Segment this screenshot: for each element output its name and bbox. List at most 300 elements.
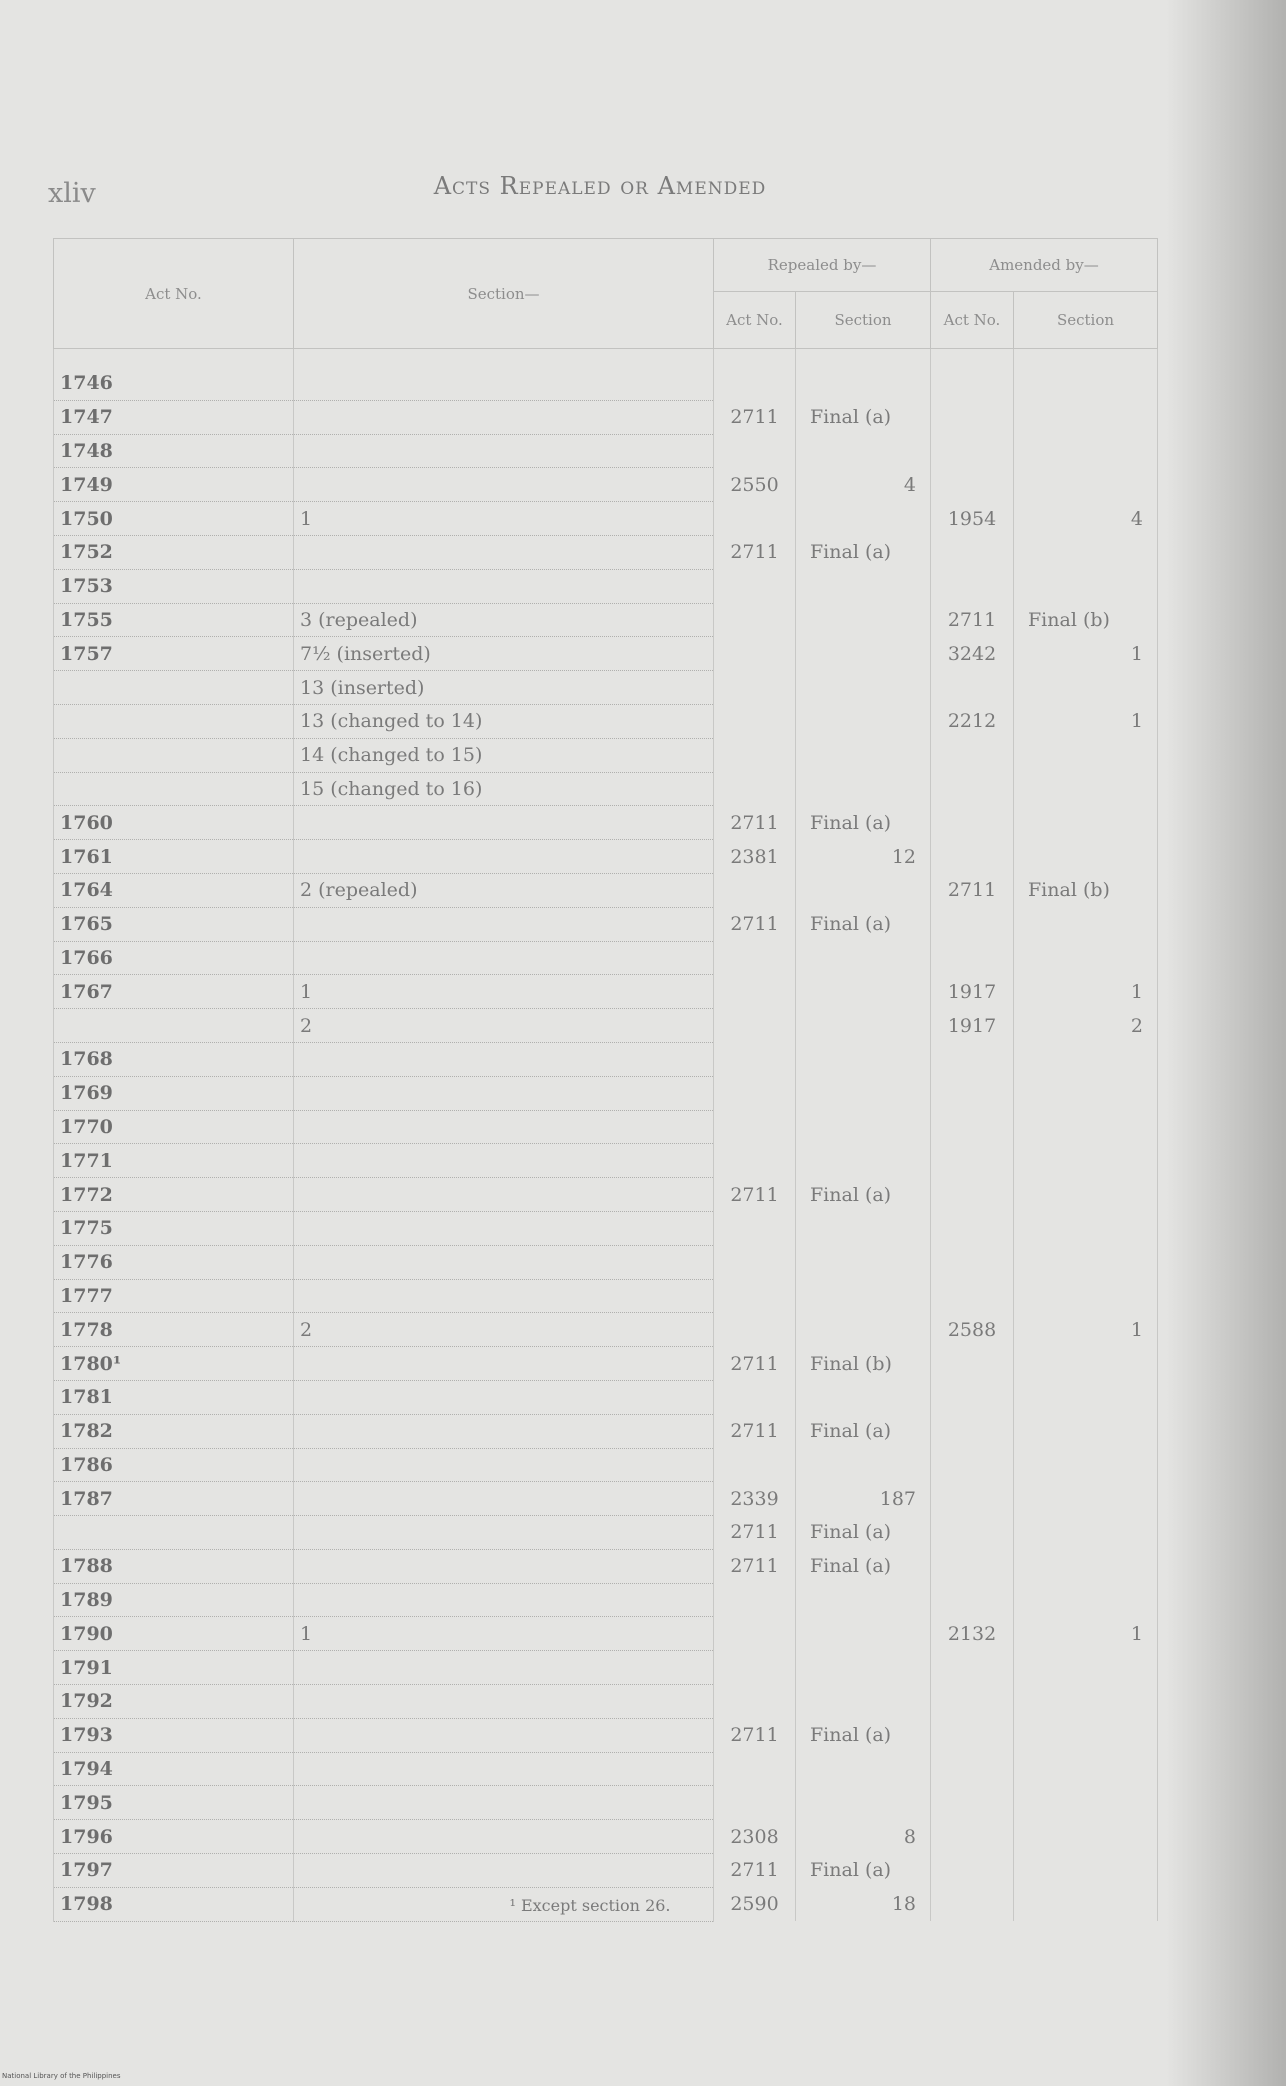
section-cell: 2 [294, 1313, 714, 1347]
repealed-section-cell [796, 502, 931, 536]
repealed-act-cell [714, 1279, 796, 1313]
table-row [54, 1549, 1158, 1583]
header-act-no: Act No. [54, 239, 294, 349]
amended-section-cell [1014, 1110, 1158, 1144]
repealed-section-cell [796, 738, 931, 772]
act-number-cell: 1757 [54, 637, 294, 671]
act-number-cell: 1786 [54, 1448, 294, 1482]
amended-act-cell [931, 434, 1014, 468]
repealed-act-cell: 2308 [714, 1820, 796, 1854]
header-repealed-act-no: Act No. [714, 292, 796, 349]
repealed-act-cell [714, 1583, 796, 1617]
section-cell [294, 1347, 714, 1381]
act-number-cell: 1748 [54, 434, 294, 468]
act-number-cell: 1791 [54, 1651, 294, 1685]
repealed-section-cell: 12 [796, 840, 931, 874]
act-number-cell: 1795 [54, 1786, 294, 1820]
act-number-cell: 1781 [54, 1380, 294, 1414]
act-number-cell: 1787 [54, 1482, 294, 1516]
section-cell [294, 1042, 714, 1076]
repealed-act-cell [714, 1448, 796, 1482]
table-row [54, 1144, 1158, 1178]
table-row [54, 1211, 1158, 1245]
repealed-act-cell [714, 1245, 796, 1279]
act-number-cell: 1771 [54, 1144, 294, 1178]
amended-act-cell [931, 1380, 1014, 1414]
amended-act-cell: 2588 [931, 1313, 1014, 1347]
amended-act-cell: 2711 [931, 873, 1014, 907]
repealed-act-cell: 2711 [714, 806, 796, 840]
amended-section-cell [1014, 941, 1158, 975]
amended-act-cell [931, 1482, 1014, 1516]
repealed-section-cell [796, 1583, 931, 1617]
section-cell: 3 (repealed) [294, 603, 714, 637]
amended-act-cell [931, 840, 1014, 874]
amended-section-cell [1014, 1076, 1158, 1110]
repealed-section-cell: 18 [796, 1887, 931, 1921]
section-cell [294, 1245, 714, 1279]
repealed-act-cell [714, 1313, 796, 1347]
act-number-cell: 1749 [54, 468, 294, 502]
repealed-act-cell [714, 873, 796, 907]
amended-act-cell [931, 1245, 1014, 1279]
repealed-section-cell [796, 1009, 931, 1043]
amended-section-cell: Final (b) [1014, 603, 1158, 637]
amended-act-cell [931, 671, 1014, 705]
repealed-act-cell: 2711 [714, 907, 796, 941]
section-cell [294, 1752, 714, 1786]
table-row [54, 1380, 1158, 1414]
amended-section-cell [1014, 1786, 1158, 1820]
repealed-act-cell [714, 603, 796, 637]
act-number-cell: 1780¹ [54, 1347, 294, 1381]
amended-section-cell [1014, 671, 1158, 705]
amended-section-cell [1014, 1854, 1158, 1888]
repealed-section-cell: Final (a) [796, 907, 931, 941]
section-cell [294, 1076, 714, 1110]
amended-act-cell [931, 1042, 1014, 1076]
scan-credit: National Library of the Philippines [2, 2072, 121, 2080]
repealed-act-cell [714, 1651, 796, 1685]
repealed-section-cell [796, 1245, 931, 1279]
act-number-cell: 1766 [54, 941, 294, 975]
section-cell: 1 [294, 1617, 714, 1651]
table-row [54, 907, 1158, 941]
section-cell [294, 907, 714, 941]
section-cell [294, 1144, 714, 1178]
amended-act-cell [931, 1279, 1014, 1313]
repealed-section-cell: Final (a) [796, 1549, 931, 1583]
repealed-act-cell [714, 1009, 796, 1043]
repealed-section-cell [796, 1380, 931, 1414]
table-row [54, 400, 1158, 434]
section-cell: 14 (changed to 15) [294, 738, 714, 772]
table-row [54, 806, 1158, 840]
table-row [54, 535, 1158, 569]
act-number-cell: 1769 [54, 1076, 294, 1110]
section-cell [294, 1380, 714, 1414]
act-number-cell [54, 772, 294, 806]
repealed-section-cell [796, 671, 931, 705]
page-title: Acts Repealed or Amended [433, 172, 767, 200]
repealed-section-cell [796, 704, 931, 738]
table-row [54, 1009, 1158, 1043]
section-cell [294, 1279, 714, 1313]
act-number-cell: 1789 [54, 1583, 294, 1617]
repealed-act-cell [714, 1110, 796, 1144]
repealed-act-cell: 2550 [714, 468, 796, 502]
repealed-section-cell: Final (b) [796, 1347, 931, 1381]
repealed-act-cell [714, 502, 796, 536]
table-row [54, 772, 1158, 806]
amended-section-cell [1014, 349, 1158, 401]
repealed-act-cell [714, 1617, 796, 1651]
amended-act-cell [931, 1076, 1014, 1110]
section-cell [294, 1718, 714, 1752]
act-number-cell: 1776 [54, 1245, 294, 1279]
header-section: Section— [294, 239, 714, 349]
amended-section-cell [1014, 1482, 1158, 1516]
amended-section-cell [1014, 1651, 1158, 1685]
amended-act-cell [931, 1854, 1014, 1888]
repealed-section-cell: Final (a) [796, 535, 931, 569]
repealed-section-cell [796, 941, 931, 975]
page-edge-shadow [1166, 0, 1286, 2086]
amended-act-cell: 3242 [931, 637, 1014, 671]
act-number-cell: 1798 [54, 1887, 294, 1921]
amended-section-cell: 1 [1014, 1313, 1158, 1347]
repealed-act-cell [714, 1752, 796, 1786]
repealed-act-cell: 2711 [714, 1549, 796, 1583]
section-cell: 7½ (inserted) [294, 637, 714, 671]
amended-section-cell [1014, 907, 1158, 941]
table-row [54, 468, 1158, 502]
act-number-cell: 1764 [54, 873, 294, 907]
repealed-act-cell: 2339 [714, 1482, 796, 1516]
repealed-section-cell [796, 1448, 931, 1482]
table-row [54, 941, 1158, 975]
amended-act-cell [931, 1718, 1014, 1752]
table-row [54, 1685, 1158, 1719]
section-cell [294, 1482, 714, 1516]
table-row [54, 975, 1158, 1009]
amended-act-cell [931, 1211, 1014, 1245]
section-cell: 2 [294, 1009, 714, 1043]
section-cell [294, 1516, 714, 1550]
repealed-section-cell [796, 873, 931, 907]
table-row [54, 1617, 1158, 1651]
act-number-cell: 1794 [54, 1752, 294, 1786]
amended-section-cell: 2 [1014, 1009, 1158, 1043]
section-cell: 2 (repealed) [294, 873, 714, 907]
section-cell [294, 400, 714, 434]
amended-section-cell [1014, 1448, 1158, 1482]
repealed-section-cell [796, 603, 931, 637]
amended-section-cell [1014, 434, 1158, 468]
repealed-section-cell [796, 1752, 931, 1786]
table-row [54, 671, 1158, 705]
section-cell: 1 [294, 502, 714, 536]
amended-act-cell [931, 569, 1014, 603]
table-row [54, 1718, 1158, 1752]
amended-act-cell: 2212 [931, 704, 1014, 738]
repealed-act-cell: 2711 [714, 1414, 796, 1448]
act-number-cell: 1792 [54, 1685, 294, 1719]
repealed-act-cell: 2711 [714, 1718, 796, 1752]
act-number-cell [54, 1516, 294, 1550]
repealed-section-cell: 187 [796, 1482, 931, 1516]
amended-section-cell [1014, 535, 1158, 569]
table-row [54, 569, 1158, 603]
table-row [54, 873, 1158, 907]
amended-act-cell: 1917 [931, 1009, 1014, 1043]
table-row [54, 840, 1158, 874]
repealed-section-cell [796, 772, 931, 806]
repealed-act-cell: 2711 [714, 1178, 796, 1212]
amended-section-cell [1014, 1820, 1158, 1854]
acts-table [53, 238, 1158, 1922]
amended-act-cell [931, 1685, 1014, 1719]
repealed-act-cell [714, 1685, 796, 1719]
header-repealed-by: Repealed by— [714, 239, 931, 292]
amended-section-cell [1014, 1042, 1158, 1076]
amended-section-cell [1014, 772, 1158, 806]
amended-section-cell [1014, 468, 1158, 502]
table-row [54, 603, 1158, 637]
act-number-cell: 1796 [54, 1820, 294, 1854]
repealed-section-cell: Final (a) [796, 1854, 931, 1888]
repealed-act-cell [714, 1211, 796, 1245]
section-cell [294, 1110, 714, 1144]
repealed-section-cell [796, 1617, 931, 1651]
amended-act-cell [931, 1549, 1014, 1583]
amended-section-cell [1014, 569, 1158, 603]
section-cell: 1 [294, 975, 714, 1009]
section-cell [294, 434, 714, 468]
repealed-act-cell: 2711 [714, 1347, 796, 1381]
section-cell [294, 806, 714, 840]
amended-section-cell [1014, 1144, 1158, 1178]
table-row [54, 1042, 1158, 1076]
amended-act-cell [931, 1178, 1014, 1212]
section-cell [294, 1820, 714, 1854]
section-cell [294, 349, 714, 401]
section-cell [294, 1583, 714, 1617]
section-cell: 13 (inserted) [294, 671, 714, 705]
section-cell [294, 1414, 714, 1448]
act-number-cell [54, 738, 294, 772]
repealed-act-cell [714, 1786, 796, 1820]
amended-act-cell [931, 806, 1014, 840]
repealed-act-cell [714, 738, 796, 772]
repealed-section-cell [796, 1211, 931, 1245]
repealed-section-cell [796, 1313, 931, 1347]
act-number-cell: 1790 [54, 1617, 294, 1651]
amended-act-cell [931, 468, 1014, 502]
act-number-cell: 1752 [54, 535, 294, 569]
amended-section-cell [1014, 1414, 1158, 1448]
table-header [54, 239, 1158, 349]
act-number-cell: 1761 [54, 840, 294, 874]
act-number-cell: 1772 [54, 1178, 294, 1212]
repealed-section-cell [796, 1042, 931, 1076]
table-row [54, 738, 1158, 772]
table-row [54, 1245, 1158, 1279]
amended-section-cell: Final (b) [1014, 873, 1158, 907]
amended-act-cell [931, 907, 1014, 941]
repealed-act-cell [714, 434, 796, 468]
repealed-section-cell: Final (a) [796, 1516, 931, 1550]
repealed-section-cell: Final (a) [796, 1718, 931, 1752]
section-cell [294, 1786, 714, 1820]
header-amended-by: Amended by— [931, 239, 1158, 292]
amended-section-cell [1014, 1752, 1158, 1786]
repealed-act-cell [714, 569, 796, 603]
amended-act-cell [931, 1110, 1014, 1144]
act-number-cell [54, 671, 294, 705]
amended-section-cell: 1 [1014, 1617, 1158, 1651]
repealed-section-cell: Final (a) [796, 400, 931, 434]
act-number-cell: 1765 [54, 907, 294, 941]
table-row [54, 1820, 1158, 1854]
repealed-act-cell: 2711 [714, 535, 796, 569]
act-number-cell: 1747 [54, 400, 294, 434]
act-number-cell: 1770 [54, 1110, 294, 1144]
amended-section-cell [1014, 1211, 1158, 1245]
repealed-act-cell: 2590 [714, 1887, 796, 1921]
repealed-act-cell [714, 941, 796, 975]
act-number-cell: 1750 [54, 502, 294, 536]
repealed-section-cell [796, 1076, 931, 1110]
repealed-section-cell [796, 1279, 931, 1313]
amended-section-cell [1014, 1245, 1158, 1279]
repealed-act-cell [714, 671, 796, 705]
repealed-section-cell: Final (a) [796, 806, 931, 840]
amended-act-cell [931, 1516, 1014, 1550]
table-row [54, 1482, 1158, 1516]
section-cell [294, 468, 714, 502]
table-row [54, 1752, 1158, 1786]
table-row [54, 1516, 1158, 1550]
act-number-cell: 1777 [54, 1279, 294, 1313]
table-row [54, 1583, 1158, 1617]
repealed-section-cell [796, 1685, 931, 1719]
act-number-cell: 1793 [54, 1718, 294, 1752]
act-number-cell: 1788 [54, 1549, 294, 1583]
amended-act-cell [931, 772, 1014, 806]
act-number-cell: 1760 [54, 806, 294, 840]
amended-section-cell [1014, 1178, 1158, 1212]
repealed-act-cell [714, 1144, 796, 1178]
amended-section-cell: 1 [1014, 637, 1158, 671]
repealed-section-cell [796, 349, 931, 401]
section-cell [294, 941, 714, 975]
amended-section-cell [1014, 1347, 1158, 1381]
repealed-section-cell [796, 434, 931, 468]
act-number-cell: 1767 [54, 975, 294, 1009]
table-row [54, 704, 1158, 738]
repealed-section-cell [796, 1651, 931, 1685]
table-row [54, 1178, 1158, 1212]
amended-act-cell: 2132 [931, 1617, 1014, 1651]
repealed-section-cell [796, 975, 931, 1009]
amended-act-cell [931, 535, 1014, 569]
act-number-cell: 1778 [54, 1313, 294, 1347]
table-row [54, 1448, 1158, 1482]
amended-act-cell: 1917 [931, 975, 1014, 1009]
section-cell: 15 (changed to 16) [294, 772, 714, 806]
act-number-cell: 1746 [54, 349, 294, 401]
amended-act-cell [931, 941, 1014, 975]
amended-section-cell: 1 [1014, 704, 1158, 738]
amended-section-cell [1014, 1583, 1158, 1617]
repealed-act-cell: 2711 [714, 1516, 796, 1550]
header-repealed-section: Section [796, 292, 931, 349]
amended-act-cell: 1954 [931, 502, 1014, 536]
section-cell [294, 569, 714, 603]
amended-act-cell [931, 1820, 1014, 1854]
section-cell [294, 840, 714, 874]
repealed-act-cell [714, 772, 796, 806]
footnote: ¹ Except section 26. [509, 1896, 671, 1915]
section-cell [294, 1854, 714, 1888]
repealed-section-cell: Final (a) [796, 1414, 931, 1448]
act-number-cell: 1753 [54, 569, 294, 603]
section-cell [294, 1549, 714, 1583]
amended-act-cell [931, 1786, 1014, 1820]
section-cell [294, 1448, 714, 1482]
repealed-section-cell [796, 637, 931, 671]
amended-section-cell [1014, 1279, 1158, 1313]
header-amended-act-no: Act No. [931, 292, 1014, 349]
amended-act-cell [931, 400, 1014, 434]
amended-act-cell: 2711 [931, 603, 1014, 637]
act-number-cell: 1797 [54, 1854, 294, 1888]
act-number-cell: 1768 [54, 1042, 294, 1076]
act-number-cell [54, 1009, 294, 1043]
repealed-act-cell [714, 1380, 796, 1414]
section-cell [294, 1685, 714, 1719]
table-row [54, 1110, 1158, 1144]
repealed-act-cell [714, 349, 796, 401]
table-row [54, 1313, 1158, 1347]
amended-act-cell [931, 1448, 1014, 1482]
repealed-act-cell [714, 637, 796, 671]
repealed-section-cell [796, 1786, 931, 1820]
header-amended-section: Section [1014, 292, 1158, 349]
table-row [54, 434, 1158, 468]
amended-act-cell [931, 1752, 1014, 1786]
repealed-section-cell: Final (a) [796, 1178, 931, 1212]
repealed-section-cell [796, 1110, 931, 1144]
repealed-section-cell [796, 569, 931, 603]
act-number-cell: 1782 [54, 1414, 294, 1448]
repealed-act-cell [714, 975, 796, 1009]
act-number-cell: 1755 [54, 603, 294, 637]
amended-act-cell [931, 1144, 1014, 1178]
section-cell [294, 1651, 714, 1685]
table-row [54, 1414, 1158, 1448]
amended-act-cell [931, 1651, 1014, 1685]
act-number-cell: 1775 [54, 1211, 294, 1245]
amended-act-cell [931, 1414, 1014, 1448]
amended-section-cell [1014, 840, 1158, 874]
amended-act-cell [931, 738, 1014, 772]
table-row [54, 637, 1158, 671]
amended-act-cell [931, 1583, 1014, 1617]
repealed-section-cell [796, 1144, 931, 1178]
section-cell [294, 1178, 714, 1212]
